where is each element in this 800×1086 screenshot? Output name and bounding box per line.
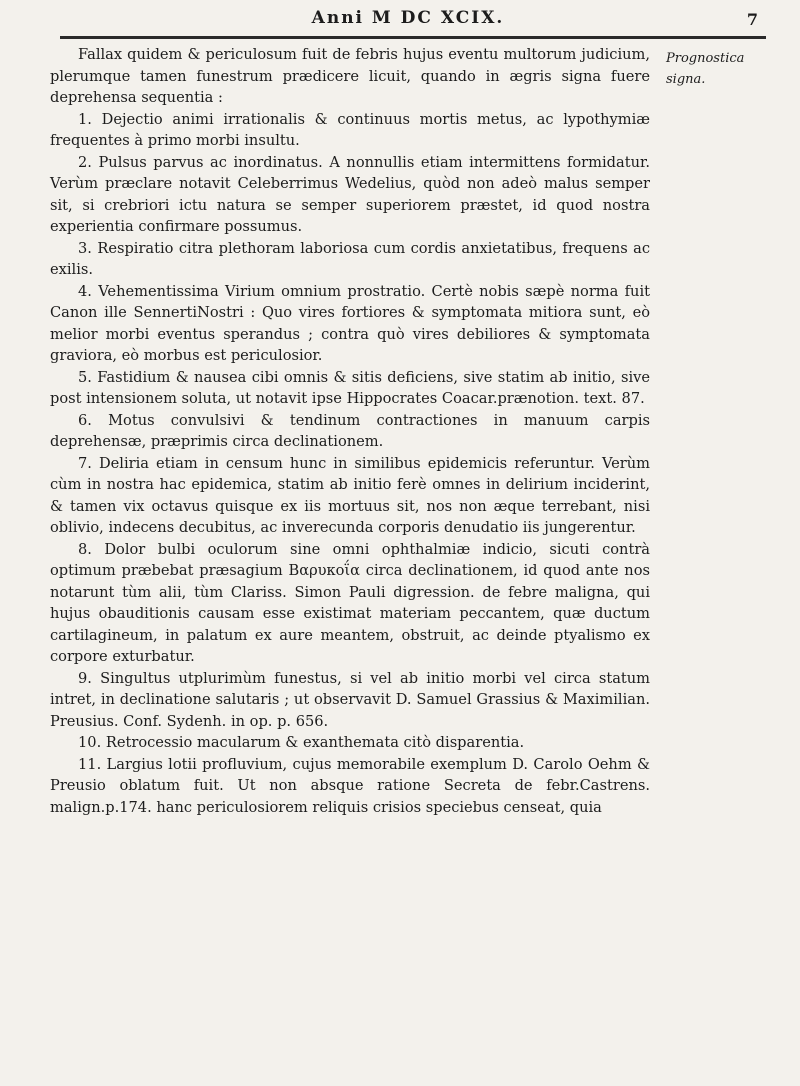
sign-1: 1. Dejectio animi irrationalis & continuus mortis metus, ac lypothymiæ frequentes à primo morbi insultu. bbox=[50, 110, 650, 149]
header-rule bbox=[60, 36, 766, 39]
margin-note-line-2: signa. bbox=[666, 72, 706, 87]
sign-5: 5. Fastidium & nausea cibi omnis & sitis deficiens, sive statim ab initio, sive post intensionem soluta, ut notavit ipse Hippocrates Coacar.prænotion. text. 87. bbox=[50, 368, 650, 407]
margin-note-line-1: Prognostica bbox=[666, 51, 745, 66]
body-text bbox=[50, 44, 650, 818]
sign-8: 8. Dolor bulbi oculorum sine omni ophthalmiæ indicio, sicuti contrà optimum præbebat præsagium Βαρυκοΐα circa declinationem, id quod ante nos notarunt tùm alii, tùm Clariss. Simon Pauli digression. de febre maligna, qui hujus obauditionis causam esse existimat materiam peccantem, quæ ductum cartilagineum, in palatum ex aure meantem, obstruit, ac deinde ptyalismo ex corpore exturbatur. bbox=[50, 540, 650, 665]
book-page bbox=[50, 0, 766, 1086]
margin-note bbox=[666, 48, 766, 90]
sign-11: 11. Largius lotii profluvium, cujus memorabile exemplum D. Carolo Oehm & Preusio oblatum fuit. Ut non absque ratione Secreta de febr.Castrens. malign.p.174. hanc periculosiorem reliquis crisios speciebus censeat, quia bbox=[50, 755, 650, 816]
sign-6: 6. Motus convulsivi & tendinum contractiones in manuum carpis deprehensæ, præprimis circa declinationem. bbox=[50, 411, 650, 450]
sign-7: 7. Deliria etiam in censum hunc in similibus epidemicis referuntur. Verùm cùm in nostra hac epidemica, statim ab initio ferè omnes in delirium inciderint, & tamen vix octavus quisque ex iis mortuus sit, nos non æque terrebant, nisi oblivio, indecens decubitus, ac inverecunda corporis denudatio iis jungerentur. bbox=[50, 454, 650, 536]
sign-10: 10. Retrocessio macularum & exanthemata citò disparentia. bbox=[78, 734, 525, 751]
sign-4: 4. Vehementissima Virium omnium prostratio. Certè nobis sæpè norma fuit Canon ille SennertiNostri : Quo vires fortiores & symptomata mitiora sunt, eò melior morbi eventus sperandus ; contra quò vires debiliores & symptomata graviora, eò morbus est periculosior. bbox=[50, 282, 650, 364]
sign-2: 2. Pulsus parvus ac inordinatus. A nonnullis etiam intermittens formidatur. Verùm præclare notavit Celeberrimus Wedelius, quòd non adeò malus semper sit, si crebriori ictu natura se semper superiorem præstet, id quod nostra experientia confirmare possumus. bbox=[50, 153, 650, 235]
sign-3: 3. Respiratio citra plethoram laboriosa cum cordis anxietatibus, frequens ac exilis. bbox=[50, 239, 650, 278]
page-number: 7 bbox=[746, 10, 758, 29]
page-header bbox=[50, 0, 766, 40]
running-head: Anni M DC XCIX. bbox=[311, 8, 505, 28]
sign-9: 9. Singultus utplurimùm funestus, si vel ab initio morbi vel circa statum intret, in declinatione salutaris ; ut observavit D. Samuel Grassius & Maximilian. Preusius. Conf. Sydenh. in op. p. 656. bbox=[50, 669, 650, 730]
intro-paragraph: Fallax quidem & periculosum fuit de febris hujus eventu multorum judicium, plerumque tamen funestrum prædicere licuit, quando in ægris signa fuere deprehensa sequentia : bbox=[50, 46, 650, 106]
